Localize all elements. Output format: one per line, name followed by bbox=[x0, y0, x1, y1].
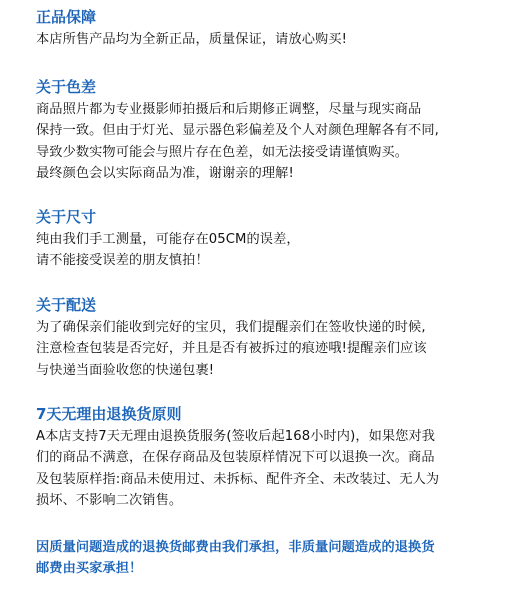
section-delivery bbox=[36, 296, 506, 381]
section-body bbox=[36, 317, 506, 381]
body-line: 商品照片都为专业摄影师拍摄后和后期修正调整，尽量与现实商品 bbox=[36, 102, 422, 117]
section-body bbox=[36, 99, 506, 185]
shipping-fee-note bbox=[36, 537, 506, 579]
body-line: 为了确保亲们能收到完好的宝贝，我们提醒亲们在签收快递的时候, bbox=[36, 320, 426, 335]
section-heading: 正品保障 bbox=[36, 8, 97, 26]
body-line: 及包装原样指:商品未使用过、未拆标、配件齐全、未改装过、无人为 bbox=[36, 471, 440, 487]
body-line: 请不能接受误差的朋友慎拍！ bbox=[36, 253, 209, 269]
body-line: 注意检查包装是否完好，并且是否有被拆过的痕迹哦!提醒亲们应该 bbox=[36, 341, 427, 357]
section-heading: 关于色差 bbox=[36, 78, 97, 96]
note-line: 邮费由买家承担！ bbox=[36, 561, 143, 576]
section-heading: 关于配送 bbox=[36, 296, 97, 314]
body-line: 们的商品不满意，在保存商品及包装原样情况下可以退换一次。商品 bbox=[36, 450, 435, 466]
section-return-policy bbox=[36, 405, 506, 512]
section-heading: 7天无理由退换货原则 bbox=[36, 405, 182, 423]
section-heading: 关于尺寸 bbox=[36, 208, 97, 226]
body-line: 与快递当面验收您的快递包裹! bbox=[36, 362, 215, 378]
body-line: A本店支持7天无理由退换货服务(签收后起168小时内)，如果您对我 bbox=[36, 429, 436, 444]
section-body bbox=[36, 229, 506, 272]
section-authentic-guarantee bbox=[36, 8, 506, 50]
body-line: 保持一致。但由于灯光、显示器色彩偏差及个人对颜色理解各有不同, bbox=[36, 123, 439, 139]
section-size bbox=[36, 208, 506, 272]
body-line: 导致少数实物可能会与照片存在色差，如无法接受请谨慎购买。 bbox=[36, 144, 409, 160]
note-line: 因质量问题造成的退换货邮费由我们承担，非质量问题造成的退换货 bbox=[36, 540, 435, 555]
section-body bbox=[36, 426, 506, 512]
body-line: 本店所售产品均为全新正品，质量保证，请放心购买! bbox=[36, 32, 347, 47]
body-line: 最终颜色会以实际商品为准，谢谢亲的理解! bbox=[36, 166, 294, 182]
section-body bbox=[36, 29, 506, 50]
body-line: 损坏、不影响二次销售。 bbox=[36, 493, 183, 509]
section-color-difference bbox=[36, 78, 506, 185]
body-line: 纯由我们手工测量，可能存在05CM的误差， bbox=[36, 232, 300, 247]
